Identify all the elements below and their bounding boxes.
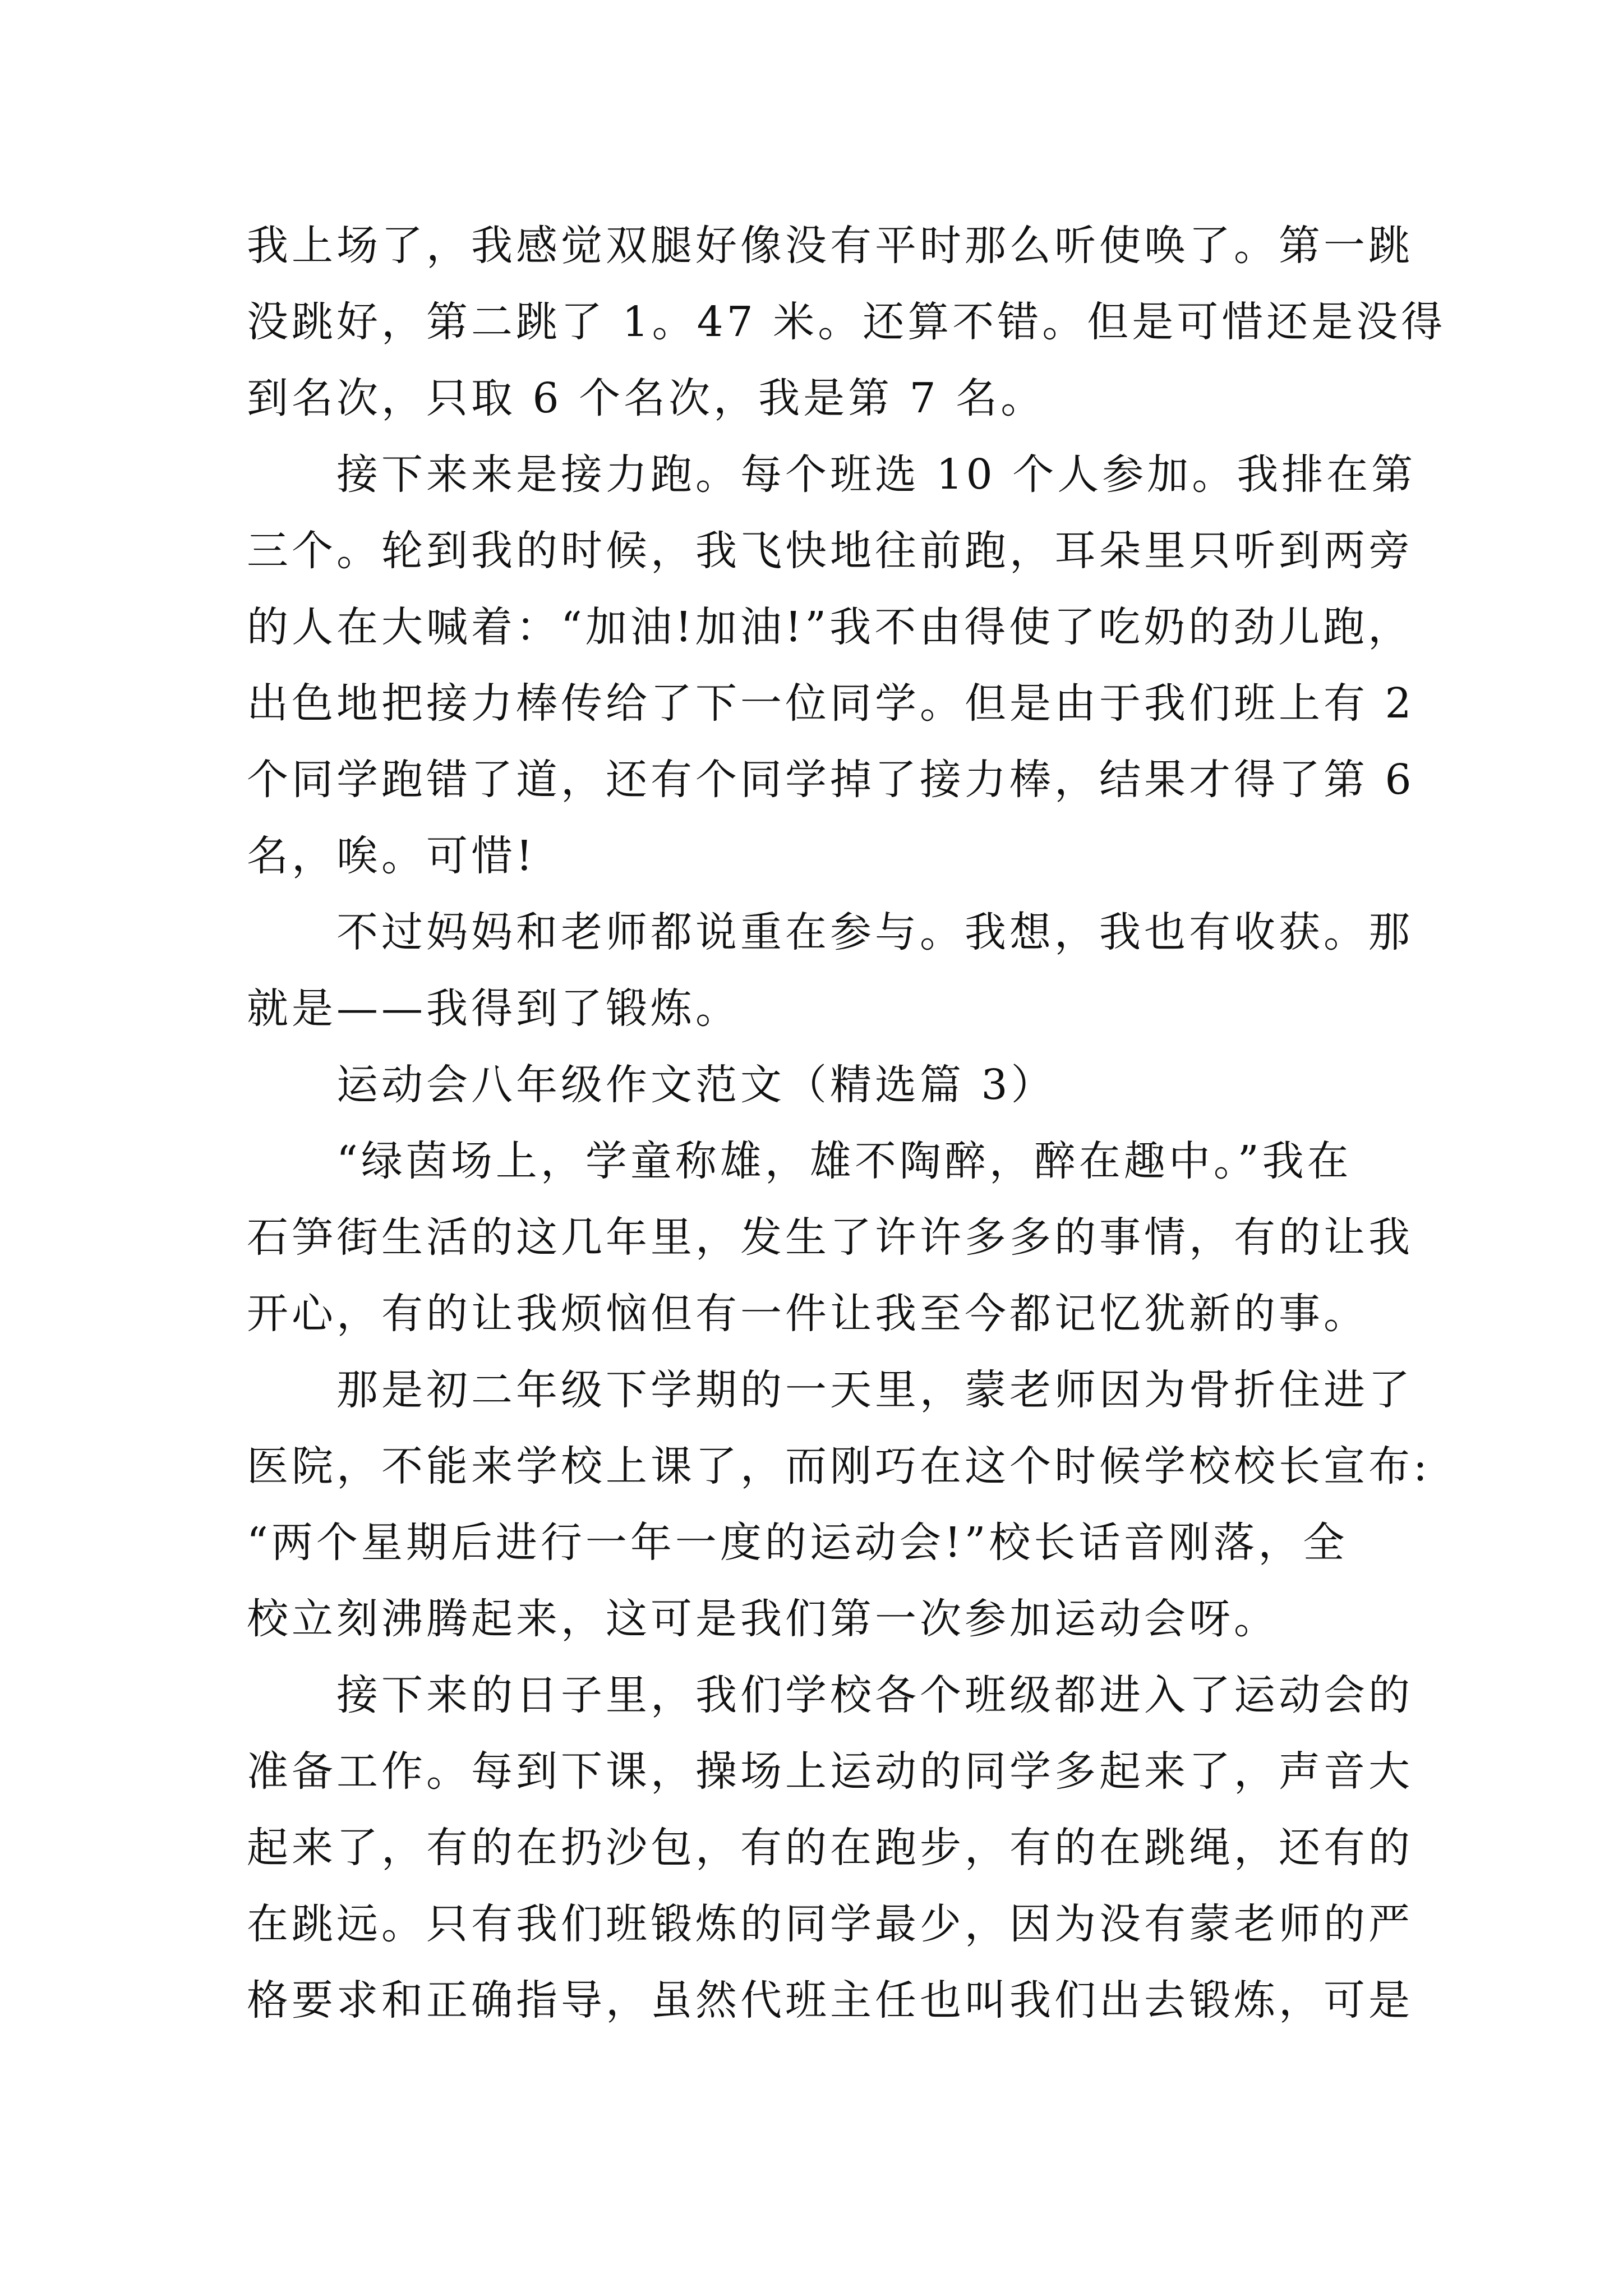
text-line: 没跳好，第二跳了 1。47 米。还算不错。但是可惜还是没得 xyxy=(247,298,1446,346)
text-line: 名，唉。可惜! xyxy=(247,832,536,880)
text-line: 那是初二年级下学期的一天里，蒙老师因为骨折住进了 xyxy=(336,1366,1413,1414)
text-line: 医院，不能来学校上课了，而刚巧在这个时候学校校长宣布: xyxy=(247,1442,1431,1490)
essay-text-block xyxy=(247,208,1446,2039)
text-line: 接下来来是接力跑。每个班选 10 个人参加。我排在第 xyxy=(336,450,1417,499)
text-line: 出色地把接力棒传给了下一位同学。但是由于我们班上有 2 xyxy=(247,679,1415,728)
text-line: 格要求和正确指导，虽然代班主任也叫我们出去锻炼，可是 xyxy=(247,1976,1413,2024)
text-line: 运动会八年级作文范文（精选篇 3） xyxy=(336,1061,1056,1109)
text-line: 我上场了，我感觉双腿好像没有平时那么听使唤了。第一跳 xyxy=(247,222,1413,270)
text-line: 的人在大喊着：“加油!加油!”我不由得使了吃奶的劲儿跑， xyxy=(247,603,1413,651)
text-line: 到名次，只取 6 个名次，我是第 7 名。 xyxy=(247,374,1046,422)
text-line: 在跳远。只有我们班锻炼的同学最少，因为没有蒙老师的严 xyxy=(247,1900,1413,1948)
text-line: 不过妈妈和老师都说重在参与。我想，我也有收获。那 xyxy=(336,908,1413,956)
text-line: 个同学跑错了道，还有个同学掉了接力棒，结果才得了第 6 xyxy=(247,756,1415,804)
text-line: 准备工作。每到下课，操场上运动的同学多起来了，声音大 xyxy=(247,1747,1413,1796)
text-line: “两个星期后进行一年一度的运动会!”校长话音刚落，全 xyxy=(247,1519,1348,1567)
text-line: 校立刻沸腾起来，这可是我们第一次参加运动会呀。 xyxy=(247,1595,1279,1643)
text-line: 就是——我得到了锻炼。 xyxy=(247,984,740,1033)
text-line: “绿茵场上，学童称雄，雄不陶醉，醉在趣中。”我在 xyxy=(336,1137,1352,1185)
text-line: 开心，有的让我烦恼但有一件让我至今都记忆犹新的事。 xyxy=(247,1290,1368,1338)
text-line: 三个。轮到我的时候，我飞快地往前跑，耳朵里只听到两旁 xyxy=(247,527,1413,575)
text-line: 接下来的日子里，我们学校各个班级都进入了运动会的 xyxy=(336,1671,1413,1719)
text-line: 起来了，有的在扔沙包，有的在跑步，有的在跳绳，还有的 xyxy=(247,1824,1413,1872)
text-line: 石笋街生活的这几年里，发生了许许多多的事情，有的让我 xyxy=(247,1213,1413,1262)
